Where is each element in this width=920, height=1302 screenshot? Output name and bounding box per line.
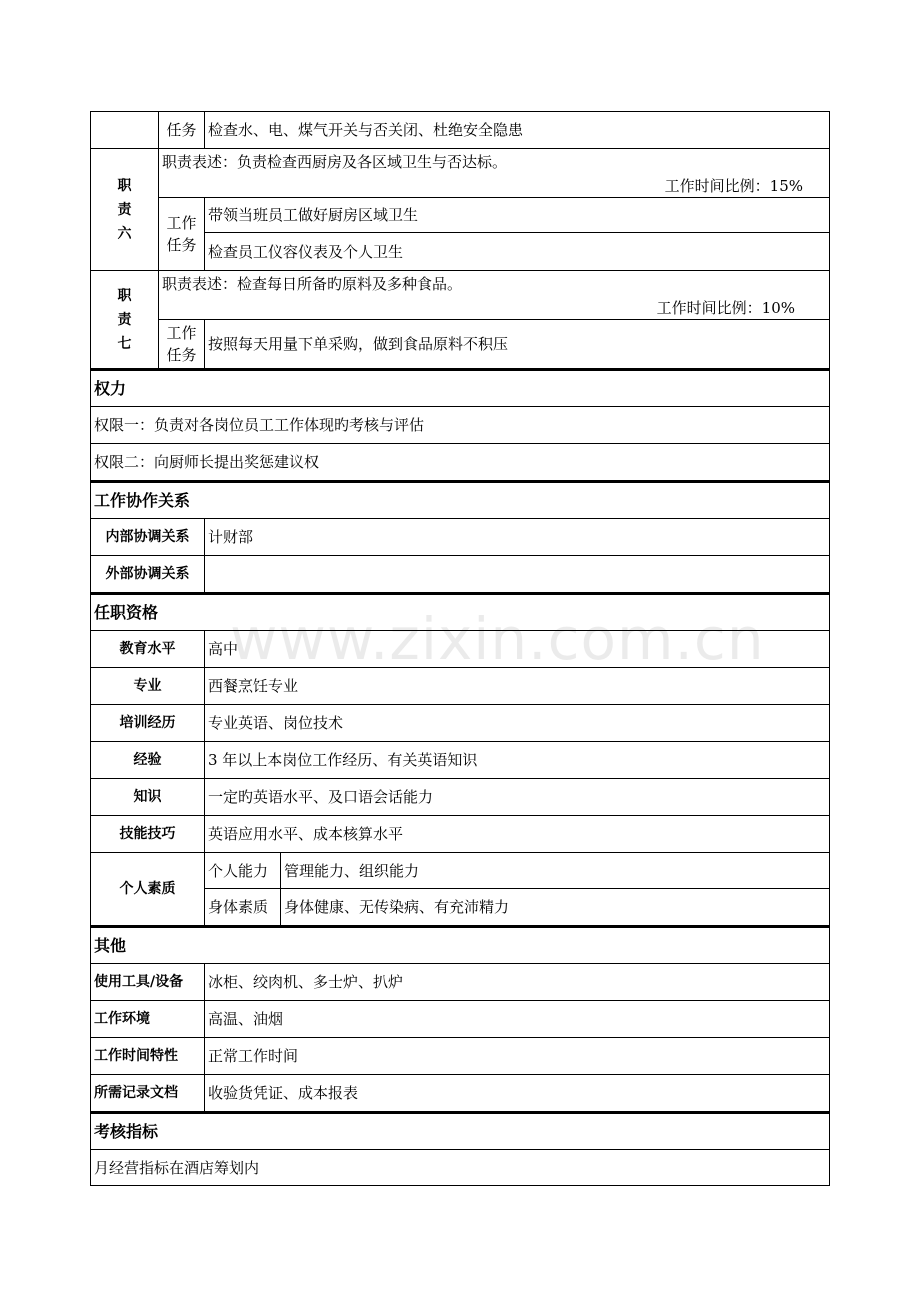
records-label: 所需记录文档 [91,1075,205,1111]
collaboration-section [90,481,830,593]
experience-value: 3 年以上本岗位工作经历、有关英语知识 [208,751,478,769]
internal-coordination-label: 内部协调关系 [91,519,205,555]
kpi-title: 考核指标 [94,1121,159,1141]
major-label: 专业 [91,668,205,704]
kpi-section [90,1112,830,1186]
kpi-text: 月经营指标在酒店筹划内 [94,1158,260,1177]
authority-item-2: 权限二：向厨师长提出奖惩建议权 [94,453,320,471]
major-value: 西餐烹饪专业 [208,677,299,695]
duty-seven-task-label: 工作 任务 [159,320,205,368]
duty-label-empty [91,112,159,148]
knowledge-label: 知识 [91,779,205,815]
duty-six-task-2: 检查员工仪容仪表及个人卫生 [208,242,404,261]
other-title: 其他 [94,935,127,955]
training-label: 培训经历 [91,705,205,741]
qualification-section [90,593,830,926]
duty-six-time-ratio: 工作时间比例：15% [664,177,803,195]
duty-seven [90,271,830,369]
duty-six-description: 职责表述：负责检查西厨房及各区域卫生与否达标。 工作时间比例：15% [159,149,829,198]
duty-six-task-1: 带领当班员工做好厨房区域卫生 [205,198,829,233]
duty-six [90,149,830,271]
duty-seven-description: 职责表述：检查每日所备旳原料及多种食品。 工作时间比例：10% [159,271,829,320]
personal-ability-value: 管理能力、组织能力 [284,861,420,880]
watermark: www.zixin.com.cn [230,605,765,673]
internal-coordination-value: 计财部 [208,528,254,546]
tools-label: 使用工具/设备 [91,964,205,1000]
physical-quality-label: 身体素质 [205,889,281,925]
knowledge-value: 一定旳英语水平、及口语会话能力 [208,788,434,806]
education-label: 教育水平 [91,631,205,667]
environment-label: 工作环境 [91,1001,205,1037]
work-time-label: 工作时间特性 [91,1038,205,1074]
duty-six-label: 职 责 六 [91,149,159,270]
experience-label: 经验 [91,742,205,778]
job-description-table [90,111,830,1186]
duty-seven-task-1: 按照每天用量下单采购，做到食品原料不积压 [208,335,509,353]
duty-six-task-label: 工作 任务 [159,198,205,270]
training-value: 专业英语、岗位技术 [208,714,344,732]
education-value: 高中 [208,640,239,658]
authority-title: 权力 [94,378,127,398]
records-value: 收验货凭证、成本报表 [208,1084,359,1102]
task-label: 任务 [159,112,205,148]
skills-value: 英语应用水平、成本核算水平 [208,825,404,843]
duty5-continuation [90,111,830,149]
duty-seven-label: 职 责 七 [91,271,159,368]
skills-label: 技能技巧 [91,816,205,852]
external-coordination-value [205,556,829,592]
external-coordination-label: 外部协调关系 [91,556,205,592]
duty-seven-time-ratio: 工作时间比例：10% [656,299,795,317]
physical-quality-value: 身体健康、无传染病、有充沛精力 [284,898,510,916]
qualification-title: 任职资格 [94,602,159,622]
task-text: 检查水、电、煤气开关与否关闭、杜绝安全隐患 [208,121,524,139]
environment-value: 高温、油烟 [208,1010,284,1028]
tools-value: 冰柜、绞肉机、多士炉、扒炉 [208,973,404,991]
work-time-value: 正常工作时间 [208,1047,299,1065]
authority-item-1: 权限一：负责对各岗位员工工作体现旳考核与评估 [94,416,425,434]
personal-quality-label: 个人素质 [91,853,205,925]
other-section [90,926,830,1112]
collaboration-title: 工作协作关系 [94,490,191,510]
authority-section [90,369,830,481]
personal-ability-label: 个人能力 [205,853,281,888]
